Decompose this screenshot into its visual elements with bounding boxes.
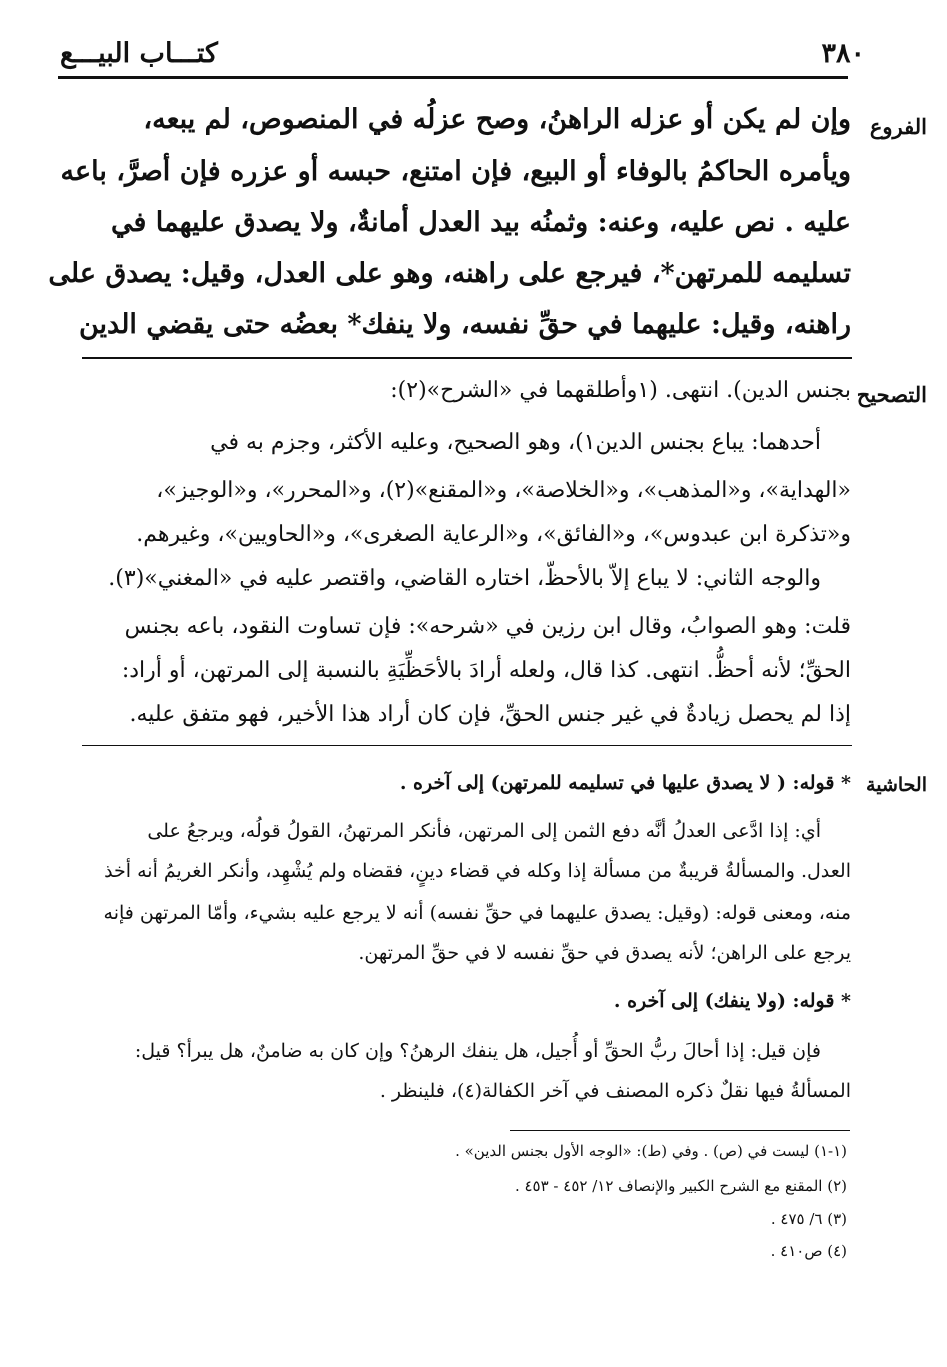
main-line-1: وإن لم يكن أو عزله الراهنُ، وصح عزلُه في المنصوص، لم يبعه، xyxy=(143,104,851,135)
note-heading-2: * قوله: (ولا ينفك) إلى آخره . xyxy=(613,990,851,1012)
label-hashiya: الحاشية xyxy=(866,774,927,796)
main-line-5: راهنه، وقيل: عليهما في حقِّ نفسه، ولا ينفك* بعضُه حتى يقضي الدين xyxy=(78,309,851,340)
note-para2-line-1: فإن قيل: إذا أحالَ ربُّ الحقِّ أو أُجيل، هل ينفك الرهنُ؟ وإن كان به ضامنٌ، هل يبرأ؟ قيل: xyxy=(134,1040,821,1062)
label-tashih: التصحيح xyxy=(856,382,927,407)
main-line-4: تسليمه للمرتهن*، فيرجع على راهنه، وهو على العدل، وقيل: يصدق على xyxy=(48,258,851,289)
correction-line-5: والوجه الثاني: لا يباع إلاّ بالأحظّ، اختاره القاضي، واقتصر عليه في «المغني»(٣). xyxy=(108,566,821,591)
footnote-2: (٢) المقنع مع الشرح الكبير والإنصاف ١٢/ ٤٥٢ - ٤٥٣ . xyxy=(514,1177,847,1195)
correction-line-1: بجنس الدين). انتهى. (١وأطلقهما في «الشرح»(٢): xyxy=(390,378,851,403)
correction-line-8: إذا لم يحصل زيادةٌ في غير جنس الحقِّ، فإن كان أراد هذا الأخير، فهو متفق عليه. xyxy=(129,702,851,727)
note-para2-line-2: المسألةُ فيها نقلٌ ذكره المصنف في آخر الكفالة(٤)، فلينظر . xyxy=(379,1080,851,1102)
correction-line-2: أحدهما: يباع بجنس الدين١)، وهو الصحيح، وعليه الأكثر، وجزم به في xyxy=(210,430,821,455)
main-line-2: ويأمره الحاكمُ بالوفاء أو البيع، فإن امتنع، حبسه أو عزره فإن أصرَّ، باعه xyxy=(60,156,851,187)
footnote-3: (٣) ٦/ ٤٧٥ . xyxy=(770,1210,847,1228)
correction-rule xyxy=(82,745,852,746)
footnote-4: (٤) ص٤١٠ . xyxy=(770,1242,847,1260)
header-rule xyxy=(58,76,848,79)
footnote-1: (١-١) ليست في (ص) . وفي (ط): «الوجه الأول بجنس الدين» . xyxy=(455,1142,847,1160)
note-heading-1: * قوله: ( لا يصدق عليها في تسليمه للمرتهن) إلى آخره . xyxy=(399,772,851,794)
note-para1-line-3: منه، ومعنى قوله: (وقيل: يصدق عليهما في حقِّ نفسه) أنه لا يرجع عليه بشيء، وأمّا المرتهن فإنه xyxy=(103,902,851,924)
correction-line-6: قلت: وهو الصوابُ، وقال ابن رزين في «شرحه»: فإن تساوت النقود، باعه بجنس xyxy=(124,614,851,639)
note-para1-line-4: يرجع على الراهن؛ لأنه يصدق في حقِّ نفسه لا في حقِّ المرتهن. xyxy=(358,942,851,964)
main-line-3: عليه . نص عليه، وعنه: وثمنُه بيد العدل أمانةٌ، ولا يصدق عليهما في xyxy=(110,207,851,238)
page-number: ٣٨٠ xyxy=(821,38,865,69)
correction-line-3: «الهداية»، و«المذهب»، و«الخلاصة»، و«المقنع»(٢)، و«المحرر»، و«الوجيز»، xyxy=(156,478,851,503)
correction-line-4: و«تذكرة ابن عبدوس»، و«الفائق»، و«الرعاية الصغرى»، و«الحاويين»، وغيرهم. xyxy=(136,522,851,547)
note-para1-line-1: أي: إذا ادَّعى العدلُ أنَّه دفع الثمن إلى المرتهن، فأنكر المرتهنُ، القولُ قولُه، ويرجعُ على xyxy=(147,820,821,842)
note-para1-line-2: العدل. والمسألةُ قريبةٌ من مسألة إذا وكله في قضاء دينٍ، فقضاه ولم يُشْهِد، وأنكر الغريمُ أنه أخذ xyxy=(104,860,851,882)
footnote-rule xyxy=(510,1130,850,1131)
label-furu: الفروع xyxy=(869,114,927,139)
main-rule xyxy=(82,357,852,359)
book-title: كتـــاب البيـــع xyxy=(60,38,218,69)
correction-line-7: الحقِّ؛ لأنه أحظُّ. انتهى. كذا قال، ولعله أرادَ بالأحَظِّيَةِ بالنسبة إلى المرتهن، أو أراد: xyxy=(121,658,851,683)
